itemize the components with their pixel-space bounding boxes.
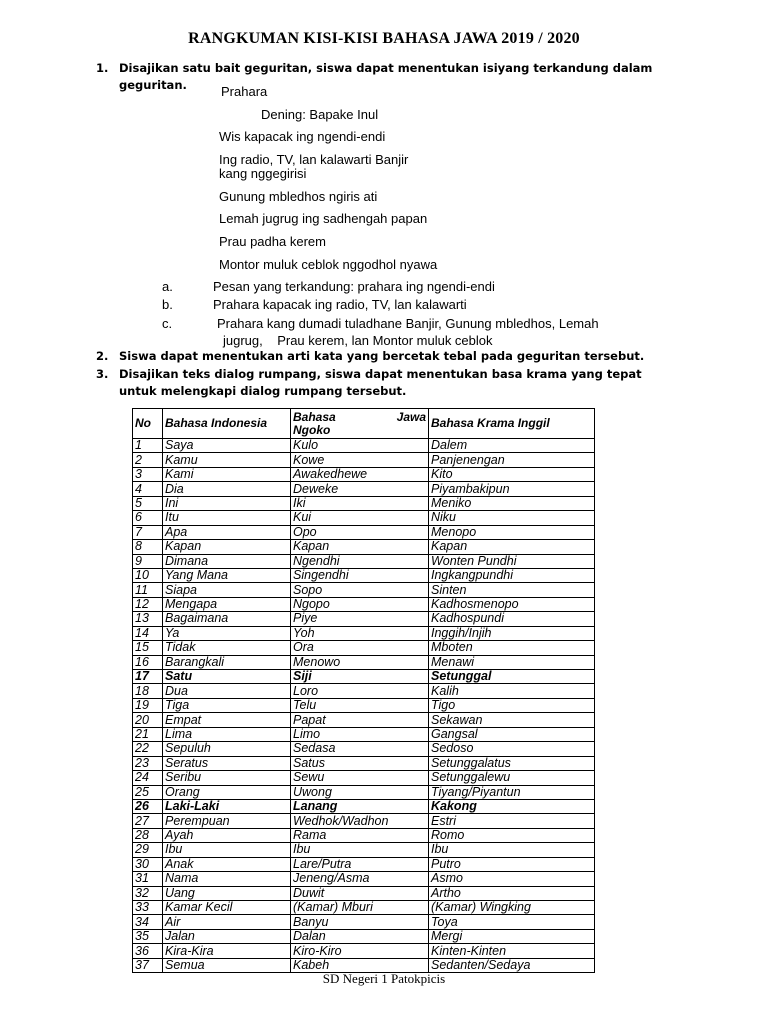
cell-no: 2 [133,453,163,467]
cell-bahasa-krama-inggil: Kalih [429,684,595,698]
cell-bahasa-indonesia: Seribu [163,771,291,785]
header-ngoko-word: Ngoko [293,422,331,437]
cell-bahasa-jawa-ngoko: Sopo [291,583,429,597]
option-text: Prahara kang dumadi tuladhane Banjir, Gunung mbledhos, Lemah [217,316,599,331]
cell-bahasa-jawa-ngoko: Kulo [291,439,429,453]
table-row [133,698,595,712]
table-row [133,554,595,568]
table-row [133,612,595,626]
cell-bahasa-jawa-ngoko: Limo [291,727,429,741]
cell-bahasa-jawa-ngoko: Ngendhi [291,554,429,568]
cell-no: 19 [133,698,163,712]
cell-bahasa-indonesia: Itu [163,511,291,525]
cell-bahasa-krama-inggil: Sinten [429,583,595,597]
cell-no: 35 [133,929,163,943]
cell-no: 17 [133,670,163,684]
cell-bahasa-indonesia: Tiga [163,698,291,712]
option-label: c. [162,316,173,331]
header-ngoko-word: Bahasa [293,409,336,424]
cell-bahasa-jawa-ngoko: Ngopo [291,597,429,611]
table-row [133,655,595,669]
question-text: Siswa dapat menentukan arti kata yang bercetak tebal pada geguritan tersebut. [119,349,645,363]
cell-no: 21 [133,727,163,741]
cell-bahasa-indonesia: Lima [163,727,291,741]
cell-no: 22 [133,742,163,756]
table-row [133,771,595,785]
table-row [133,641,595,655]
cell-bahasa-jawa-ngoko: Kui [291,511,429,525]
cell-bahasa-krama-inggil: Estri [429,814,595,828]
table-row [133,742,595,756]
question-text: Disajikan teks dialog rumpang, siswa dapat menentukan basa krama yang tepat untuk melengkapi dialog rumpang tersebut. [119,367,642,398]
cell-bahasa-krama-inggil: Setunggalatus [429,756,595,770]
cell-bahasa-krama-inggil: Kinten-Kinten [429,944,595,958]
cell-no: 16 [133,655,163,669]
cell-bahasa-indonesia: Sepuluh [163,742,291,756]
table-row [133,525,595,539]
table-row [133,670,595,684]
cell-bahasa-krama-inggil: Setunggalewu [429,771,595,785]
table-row [133,583,595,597]
cell-no: 1 [133,439,163,453]
cell-bahasa-jawa-ngoko: Awakedhewe [291,467,429,481]
table-row [133,540,595,554]
cell-no: 24 [133,771,163,785]
cell-bahasa-indonesia: Apa [163,525,291,539]
answer-option-c [162,315,599,332]
cell-bahasa-jawa-ngoko: Kapan [291,540,429,554]
cell-bahasa-indonesia: Empat [163,713,291,727]
cell-bahasa-indonesia: Laki-Laki [163,799,291,813]
cell-no: 7 [133,525,163,539]
question-number: 3. [96,367,109,381]
cell-bahasa-krama-inggil: Gangsal [429,727,595,741]
table-row [133,439,595,453]
poem-line: Prau padha kerem [219,234,326,249]
header-no: No [133,409,163,439]
cell-bahasa-indonesia: Kapan [163,540,291,554]
table-row [133,597,595,611]
cell-no: 36 [133,944,163,958]
cell-bahasa-krama-inggil: Asmo [429,872,595,886]
cell-bahasa-jawa-ngoko: Duwit [291,886,429,900]
cell-no: 26 [133,799,163,813]
cell-bahasa-krama-inggil: Ibu [429,843,595,857]
cell-bahasa-krama-inggil: Mboten [429,641,595,655]
cell-no: 5 [133,496,163,510]
cell-bahasa-indonesia: Nama [163,872,291,886]
cell-bahasa-krama-inggil: Menopo [429,525,595,539]
cell-bahasa-indonesia: Ya [163,626,291,640]
cell-bahasa-indonesia: Uang [163,886,291,900]
cell-no: 11 [133,583,163,597]
cell-bahasa-krama-inggil: Wonten Pundhi [429,554,595,568]
cell-no: 8 [133,540,163,554]
table-row [133,901,595,915]
table-row [133,886,595,900]
table-row [133,511,595,525]
cell-bahasa-jawa-ngoko: Kiro-Kiro [291,944,429,958]
cell-bahasa-jawa-ngoko: Loro [291,684,429,698]
table-row [133,915,595,929]
question-2 [96,348,696,365]
cell-bahasa-jawa-ngoko: (Kamar) Mburi [291,901,429,915]
question-text: Disajikan satu bait geguritan, siswa dapat menentukan isiyang terkandung dalam geguritan. [119,61,653,92]
cell-bahasa-jawa-ngoko: Opo [291,525,429,539]
cell-bahasa-jawa-ngoko: Menowo [291,655,429,669]
cell-bahasa-krama-inggil: Sedoso [429,742,595,756]
document-title: RANGKUMAN KISI-KISI BAHASA JAWA 2019 / 2020 [188,30,580,47]
cell-bahasa-indonesia: Dua [163,684,291,698]
cell-bahasa-jawa-ngoko: Siji [291,670,429,684]
cell-no: 14 [133,626,163,640]
cell-bahasa-krama-inggil: Kito [429,467,595,481]
cell-bahasa-jawa-ngoko: Wedhok/Wadhon [291,814,429,828]
header-bahasa-jawa-ngoko [291,409,429,439]
cell-no: 9 [133,554,163,568]
cell-bahasa-indonesia: Jalan [163,929,291,943]
table-row [133,727,595,741]
cell-no: 34 [133,915,163,929]
cell-bahasa-jawa-ngoko: Singendhi [291,568,429,582]
cell-bahasa-jawa-ngoko: Ora [291,641,429,655]
table-row [133,756,595,770]
poem-line: Wis kapacak ing ngendi-endi [219,129,386,144]
cell-bahasa-krama-inggil: Sedanten/Sedaya [429,958,595,972]
cell-bahasa-krama-inggil: Kapan [429,540,595,554]
cell-bahasa-indonesia: Yang Mana [163,568,291,582]
cell-bahasa-indonesia: Air [163,915,291,929]
cell-bahasa-indonesia: Anak [163,857,291,871]
cell-bahasa-indonesia: Kamu [163,453,291,467]
poem-line: kang nggegirisi [219,166,307,181]
option-text: Prahara kapacak ing radio, TV, lan kalawarti [213,297,467,312]
cell-bahasa-krama-inggil: Setunggal [429,670,595,684]
cell-bahasa-jawa-ngoko: Lanang [291,799,429,813]
cell-bahasa-indonesia: Siapa [163,583,291,597]
cell-bahasa-indonesia: Ini [163,496,291,510]
poem-line: Lemah jugrug ing sadhengah papan [219,211,428,226]
cell-no: 30 [133,857,163,871]
cell-bahasa-krama-inggil: Inggih/Injih [429,626,595,640]
cell-bahasa-krama-inggil: Meniko [429,496,595,510]
cell-bahasa-indonesia: Bagaimana [163,612,291,626]
cell-bahasa-jawa-ngoko: Sewu [291,771,429,785]
cell-no: 6 [133,511,163,525]
cell-bahasa-krama-inggil: Kadhosmenopo [429,597,595,611]
poem-line: Ing radio, TV, lan kalawarti Banjir [219,152,409,167]
cell-bahasa-indonesia: Orang [163,785,291,799]
cell-bahasa-krama-inggil: (Kamar) Wingking [429,901,595,915]
cell-no: 31 [133,872,163,886]
vocabulary-table [132,408,595,973]
table-row [133,684,595,698]
cell-bahasa-krama-inggil: Mergi [429,929,595,943]
cell-bahasa-jawa-ngoko: Iki [291,496,429,510]
header-ngoko-word: Jawa [396,409,426,424]
option-text: Pesan yang terkandung: prahara ing ngendi-endi [213,279,495,294]
cell-bahasa-jawa-ngoko: Dalan [291,929,429,943]
table-row [133,814,595,828]
cell-bahasa-indonesia: Dia [163,482,291,496]
table-body [133,439,595,973]
poem-line: Gunung mbledhos ngiris ati [219,189,378,204]
cell-no: 37 [133,958,163,972]
cell-bahasa-krama-inggil: Sekawan [429,713,595,727]
table-row [133,467,595,481]
table-row [133,828,595,842]
table-row [133,626,595,640]
cell-bahasa-krama-inggil: Dalem [429,439,595,453]
cell-bahasa-krama-inggil: Tigo [429,698,595,712]
table-row [133,857,595,871]
table-row [133,785,595,799]
cell-bahasa-krama-inggil: Tiyang/Piyantun [429,785,595,799]
cell-bahasa-krama-inggil: Artho [429,886,595,900]
cell-bahasa-indonesia: Perempuan [163,814,291,828]
question-number: 2. [96,349,109,363]
cell-bahasa-jawa-ngoko: Yoh [291,626,429,640]
option-label: a. [162,279,173,294]
cell-bahasa-indonesia: Seratus [163,756,291,770]
cell-bahasa-indonesia: Tidak [163,641,291,655]
cell-bahasa-krama-inggil: Putro [429,857,595,871]
cell-bahasa-indonesia: Barangkali [163,655,291,669]
cell-no: 33 [133,901,163,915]
poem-author: Dening: Bapake Inul [261,107,379,122]
cell-no: 3 [133,467,163,481]
cell-no: 28 [133,828,163,842]
cell-bahasa-indonesia: Ibu [163,843,291,857]
answer-option-c-continued: jugrug, Prau kerem, lan Montor muluk ceblok [223,333,493,348]
table-row [133,799,595,813]
cell-bahasa-indonesia: Satu [163,670,291,684]
table-row [133,929,595,943]
header-bahasa-indonesia: Bahasa Indonesia [163,409,291,439]
cell-bahasa-indonesia: Kamar Kecil [163,901,291,915]
cell-bahasa-indonesia: Ayah [163,828,291,842]
cell-bahasa-jawa-ngoko: Deweke [291,482,429,496]
cell-bahasa-jawa-ngoko: Jeneng/Asma [291,872,429,886]
option-label: b. [162,297,173,312]
cell-bahasa-jawa-ngoko: Lare/Putra [291,857,429,871]
cell-no: 15 [133,641,163,655]
answer-option-a [162,278,495,295]
table-header-row [133,409,595,439]
cell-no: 13 [133,612,163,626]
cell-bahasa-jawa-ngoko: Kabeh [291,958,429,972]
cell-no: 4 [133,482,163,496]
table-row [133,713,595,727]
table-row [133,872,595,886]
cell-bahasa-jawa-ngoko: Kowe [291,453,429,467]
cell-no: 29 [133,843,163,857]
table-row [133,453,595,467]
table-row [133,496,595,510]
table-row [133,944,595,958]
question-number: 1. [96,61,109,75]
question-1 [96,60,696,94]
cell-bahasa-jawa-ngoko: Banyu [291,915,429,929]
cell-bahasa-jawa-ngoko: Rama [291,828,429,842]
cell-bahasa-krama-inggil: Menawi [429,655,595,669]
cell-bahasa-indonesia: Kami [163,467,291,481]
cell-bahasa-krama-inggil: Romo [429,828,595,842]
cell-bahasa-jawa-ngoko: Ibu [291,843,429,857]
cell-no: 12 [133,597,163,611]
cell-bahasa-krama-inggil: Kakong [429,799,595,813]
cell-no: 27 [133,814,163,828]
cell-bahasa-jawa-ngoko: Papat [291,713,429,727]
cell-no: 10 [133,568,163,582]
cell-no: 20 [133,713,163,727]
header-bahasa-krama-inggil: Bahasa Krama Inggil [429,409,595,439]
cell-bahasa-jawa-ngoko: Telu [291,698,429,712]
cell-bahasa-krama-inggil: Panjenengan [429,453,595,467]
cell-bahasa-krama-inggil: Toya [429,915,595,929]
question-3 [96,366,681,400]
cell-bahasa-krama-inggil: Kadhospundi [429,612,595,626]
cell-bahasa-jawa-ngoko: Uwong [291,785,429,799]
cell-no: 23 [133,756,163,770]
cell-bahasa-krama-inggil: Niku [429,511,595,525]
cell-bahasa-indonesia: Dimana [163,554,291,568]
cell-bahasa-indonesia: Kira-Kira [163,944,291,958]
cell-bahasa-jawa-ngoko: Piye [291,612,429,626]
table-row [133,568,595,582]
cell-no: 25 [133,785,163,799]
poem-title: Prahara [221,84,268,99]
cell-bahasa-krama-inggil: Ingkangpundhi [429,568,595,582]
table-row [133,482,595,496]
poem-line: Montor muluk ceblok nggodhol nyawa [219,257,438,272]
cell-bahasa-indonesia: Mengapa [163,597,291,611]
cell-bahasa-jawa-ngoko: Satus [291,756,429,770]
cell-no: 18 [133,684,163,698]
footer-school-name: SD Negeri 1 Patokpicis [322,971,446,986]
table-row [133,843,595,857]
cell-bahasa-indonesia: Saya [163,439,291,453]
cell-no: 32 [133,886,163,900]
answer-option-b [162,296,467,313]
cell-bahasa-indonesia: Semua [163,958,291,972]
cell-bahasa-jawa-ngoko: Sedasa [291,742,429,756]
cell-bahasa-krama-inggil: Piyambakipun [429,482,595,496]
